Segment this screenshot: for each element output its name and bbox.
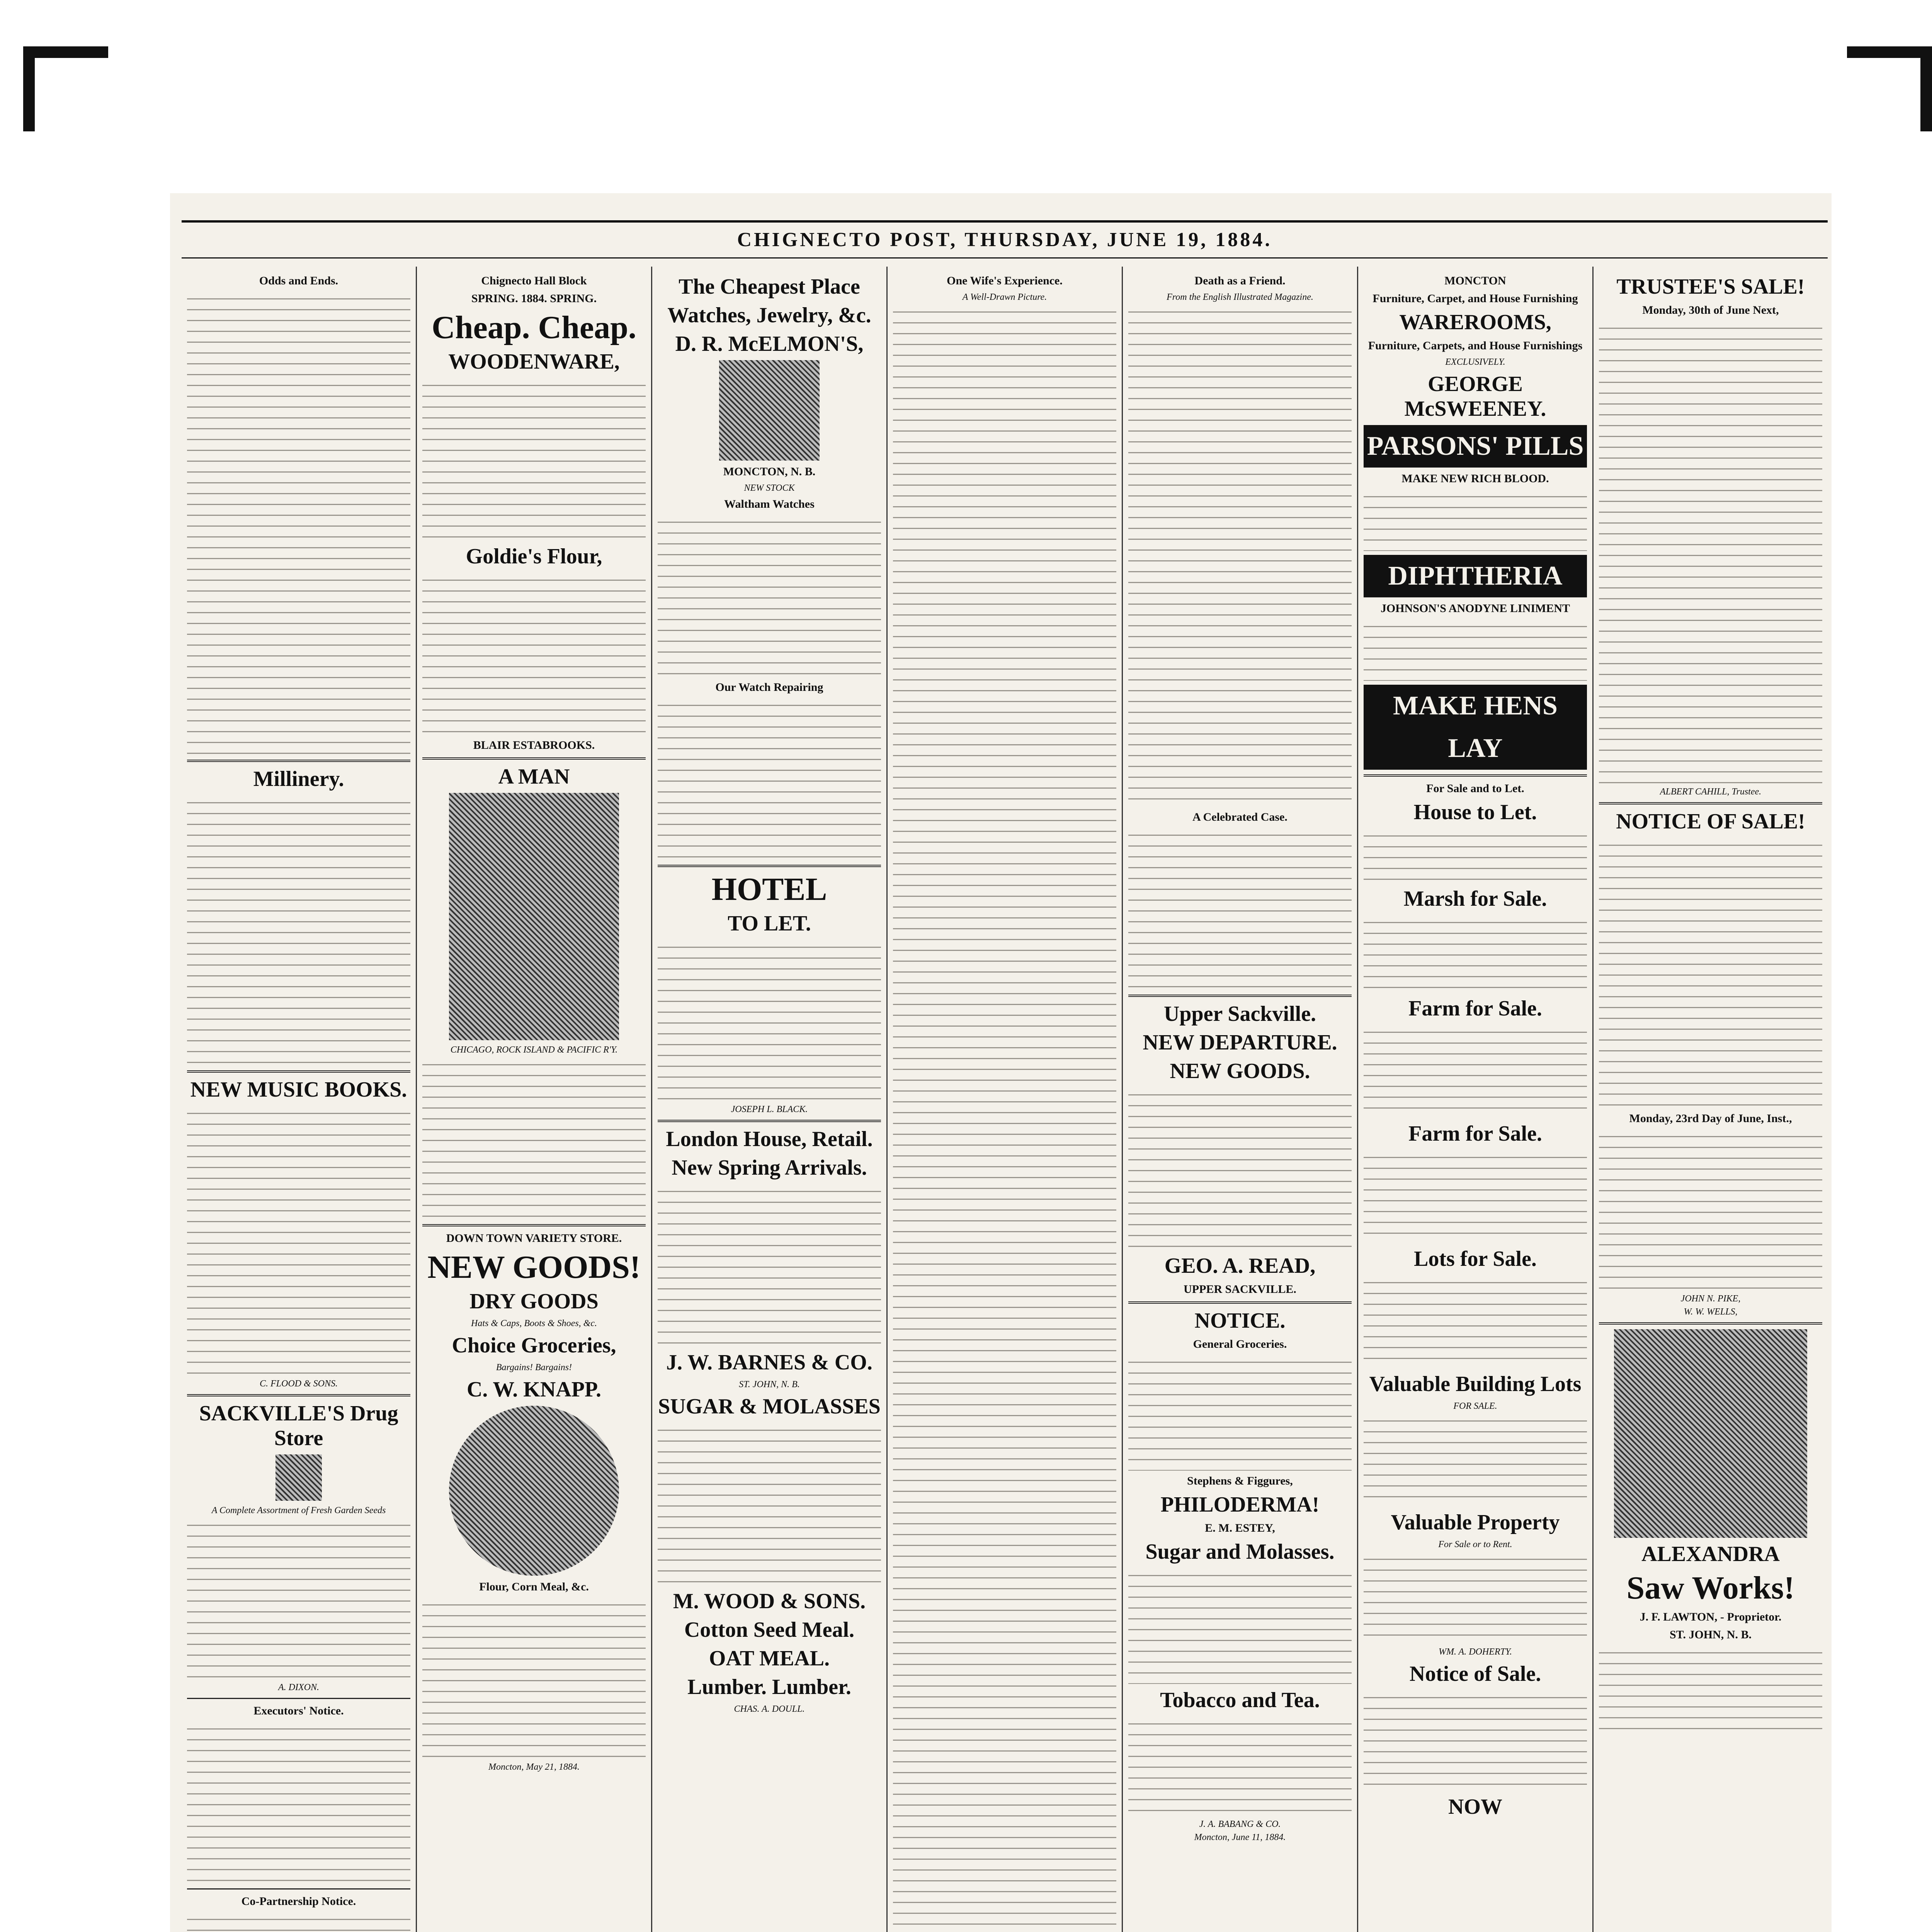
text-line: JOSEPH L. BLACK. bbox=[731, 1104, 808, 1114]
text-line: Stephens & Figgures, bbox=[1187, 1475, 1293, 1487]
text-line: W. W. WELLS, bbox=[1684, 1307, 1738, 1317]
column-5 bbox=[1123, 267, 1358, 1932]
heading: D. R. McELMON'S, bbox=[675, 332, 864, 356]
text-line: Hats & Caps, Boots & Shoes, &c. bbox=[471, 1318, 597, 1328]
text-line: Bargains! Bargains! bbox=[496, 1362, 572, 1372]
column-2 bbox=[417, 267, 652, 1932]
heading: WOODENWARE, bbox=[448, 350, 620, 374]
article-text bbox=[1364, 489, 1587, 551]
heading: Cheap. Cheap. bbox=[432, 310, 636, 345]
corner-mark-top-left bbox=[23, 46, 35, 131]
article-text bbox=[1364, 1025, 1587, 1117]
heading: Valuable Building Lots bbox=[1369, 1372, 1582, 1396]
article-text bbox=[1599, 321, 1822, 784]
text-line: FOR SALE. bbox=[1453, 1401, 1497, 1411]
column-4 bbox=[888, 267, 1123, 1932]
heading: Chignecto Hall Block bbox=[481, 274, 587, 287]
divider bbox=[422, 1224, 646, 1226]
text-line: CHICAGO, ROCK ISLAND & PACIFIC R'Y. bbox=[450, 1045, 618, 1055]
heading: New Spring Arrivals. bbox=[672, 1156, 867, 1180]
heading: Monday, 30th of June Next, bbox=[1642, 304, 1779, 316]
text-line: NEW STOCK bbox=[744, 483, 795, 493]
divider bbox=[1128, 1301, 1352, 1304]
heading: A MAN bbox=[498, 765, 570, 789]
heading: NEW GOODS! bbox=[427, 1249, 641, 1285]
article-text bbox=[1364, 1552, 1587, 1645]
column-1 bbox=[182, 267, 417, 1932]
masthead bbox=[182, 220, 1828, 259]
heading: Upper Sackville. bbox=[1163, 1002, 1316, 1026]
heading: Millinery. bbox=[253, 767, 344, 791]
heading: BLAIR ESTABROOKS. bbox=[473, 739, 595, 752]
heading: DIPHTHERIA bbox=[1364, 555, 1587, 597]
column-7 bbox=[1594, 267, 1828, 1932]
railway-map-illustration bbox=[449, 793, 619, 1040]
heading: Tobacco and Tea. bbox=[1160, 1688, 1320, 1712]
heading: SPRING. 1884. SPRING. bbox=[471, 292, 597, 305]
article-text bbox=[658, 1423, 881, 1585]
heading: TO LET. bbox=[728, 912, 811, 935]
heading: For Sale and to Let. bbox=[1426, 782, 1524, 795]
text-line: JOHN N. PIKE, bbox=[1680, 1294, 1741, 1304]
mortar-pestle-illustration bbox=[276, 1454, 322, 1501]
heading: M. WOOD & SONS. bbox=[673, 1589, 866, 1613]
divider bbox=[1599, 802, 1822, 804]
divider bbox=[422, 757, 646, 760]
text-line: ALBERT CAHILL, Trustee. bbox=[1660, 787, 1762, 797]
column-3 bbox=[652, 267, 888, 1932]
text-line: Furniture, Carpets, and House Furnishings bbox=[1368, 339, 1583, 352]
article-text bbox=[187, 1106, 410, 1376]
heading: GEO. A. READ, bbox=[1164, 1254, 1316, 1278]
heading: NEW MUSIC BOOKS. bbox=[190, 1078, 407, 1102]
article-text bbox=[1128, 1355, 1352, 1471]
article-text bbox=[422, 378, 646, 540]
article-text bbox=[1599, 838, 1822, 1108]
article-text bbox=[187, 795, 410, 1066]
divider bbox=[187, 1394, 410, 1396]
heading: Flour, Corn Meal, &c. bbox=[479, 1580, 589, 1593]
heading: Valuable Property bbox=[1391, 1510, 1560, 1534]
article-text bbox=[1364, 915, 1587, 992]
article-text bbox=[893, 304, 1116, 1932]
heading: Goldie's Flour, bbox=[466, 544, 602, 568]
divider bbox=[187, 760, 410, 762]
text-line: Moncton, June 11, 1884. bbox=[1194, 1832, 1286, 1842]
heading: Cotton Seed Meal. bbox=[684, 1618, 855, 1642]
heading: Co-Partnership Notice. bbox=[241, 1895, 356, 1908]
saw-blade-illustration bbox=[1614, 1329, 1807, 1538]
article-text bbox=[187, 291, 410, 755]
heading: Farm for Sale. bbox=[1408, 1122, 1542, 1146]
heading: NOTICE. bbox=[1194, 1309, 1286, 1333]
heading: Lumber. Lumber. bbox=[687, 1675, 851, 1699]
divider bbox=[1599, 1322, 1822, 1325]
article-text bbox=[1128, 1087, 1352, 1250]
article-text bbox=[1364, 828, 1587, 883]
heading: Notice of Sale. bbox=[1409, 1662, 1541, 1686]
article-text bbox=[658, 1184, 881, 1346]
column-6 bbox=[1358, 267, 1594, 1932]
article-text bbox=[1599, 1129, 1822, 1291]
heading: House to Let. bbox=[1413, 800, 1537, 824]
text-line: CHAS. A. DOULL. bbox=[734, 1704, 805, 1714]
heading: HOTEL bbox=[711, 871, 827, 907]
corner-mark-top-right-h bbox=[1847, 46, 1932, 58]
article-text bbox=[422, 1597, 646, 1760]
heading: MONCTON, N. B. bbox=[723, 465, 816, 478]
text-line: C. FLOOD & SONS. bbox=[259, 1379, 338, 1389]
article-text bbox=[1128, 304, 1352, 807]
article-text bbox=[658, 698, 881, 860]
heading: SACKVILLE'S Drug Store bbox=[199, 1401, 398, 1450]
corner-mark-top-right bbox=[1920, 46, 1932, 131]
text-line: A. DIXON. bbox=[278, 1682, 319, 1692]
article-text bbox=[1128, 828, 1352, 990]
article-text bbox=[422, 573, 646, 735]
divider bbox=[1364, 774, 1587, 777]
heading: MAKE HENS LAY bbox=[1364, 685, 1587, 770]
heading: DOWN TOWN VARIETY STORE. bbox=[446, 1232, 622, 1245]
article-text bbox=[187, 1912, 410, 1932]
heading: Lots for Sale. bbox=[1414, 1247, 1537, 1271]
heading: MAKE NEW RICH BLOOD. bbox=[1401, 472, 1549, 485]
divider bbox=[187, 1698, 410, 1699]
heading: Farm for Sale. bbox=[1408, 997, 1542, 1020]
text-line: Waltham Watches bbox=[724, 498, 815, 510]
heading: TRUSTEE'S SALE! bbox=[1616, 275, 1805, 299]
article-text bbox=[187, 1721, 410, 1884]
quinine-wine-illustration bbox=[449, 1406, 619, 1576]
article-text bbox=[1364, 619, 1587, 681]
heading: J. W. BARNES & CO. bbox=[666, 1350, 872, 1374]
columns bbox=[182, 267, 1828, 1932]
heading: Choice Groceries, bbox=[452, 1333, 616, 1357]
heading: A Celebrated Case. bbox=[1192, 811, 1287, 823]
text-line: J. A. BABANG & CO. bbox=[1199, 1819, 1281, 1829]
heading: One Wife's Experience. bbox=[947, 274, 1063, 287]
heading: Furniture, Carpet, and House Furnishing bbox=[1372, 292, 1578, 305]
heading: DRY GOODS bbox=[469, 1289, 599, 1313]
divider bbox=[658, 1120, 881, 1122]
text-line: ST. JOHN, N. B. bbox=[739, 1379, 800, 1389]
text-line: For Sale or to Rent. bbox=[1438, 1539, 1512, 1549]
heading: NEW DEPARTURE. bbox=[1143, 1031, 1337, 1054]
heading: Sugar and Molasses. bbox=[1145, 1540, 1335, 1564]
divider bbox=[187, 1888, 410, 1889]
heading: General Groceries. bbox=[1193, 1338, 1287, 1350]
article-text bbox=[658, 515, 881, 677]
heading: MONCTON bbox=[1444, 274, 1506, 287]
heading: J. F. LAWTON, - Proprietor. bbox=[1639, 1611, 1782, 1623]
heading: PARSONS' PILLS bbox=[1364, 425, 1587, 468]
heading: PHILODERMA! bbox=[1160, 1493, 1320, 1517]
heading: Monday, 23rd Day of June, Inst., bbox=[1629, 1112, 1792, 1125]
heading: Saw Works! bbox=[1626, 1570, 1795, 1606]
text-line: EXCLUSIVELY. bbox=[1445, 357, 1505, 367]
heading: London House, Retail. bbox=[666, 1127, 873, 1151]
heading: GEORGE McSWEENEY. bbox=[1404, 372, 1546, 421]
text-line: From the English Illustrated Magazine. bbox=[1167, 292, 1313, 302]
heading: Death as a Friend. bbox=[1194, 274, 1286, 287]
text-line: JOHNSON'S ANODYNE LINIMENT bbox=[1380, 602, 1570, 615]
text-line: E. M. ESTEY, bbox=[1205, 1522, 1275, 1534]
article-text bbox=[1128, 1568, 1352, 1684]
text-line: Moncton, May 21, 1884. bbox=[488, 1762, 580, 1772]
divider bbox=[1128, 995, 1352, 997]
heading: A Well-Drawn Picture. bbox=[962, 292, 1047, 302]
heading: Odds and Ends. bbox=[259, 274, 338, 287]
divider bbox=[658, 865, 881, 867]
heading: NEW GOODS. bbox=[1170, 1059, 1310, 1083]
heading: Our Watch Repairing bbox=[715, 681, 823, 694]
heading: NOTICE OF SALE! bbox=[1616, 810, 1805, 833]
article-text bbox=[1599, 1645, 1822, 1738]
article-text bbox=[658, 940, 881, 1102]
article-text bbox=[187, 1518, 410, 1680]
article-text bbox=[1364, 1413, 1587, 1506]
text-line: A Complete Assortment of Fresh Garden Seeds bbox=[211, 1505, 386, 1515]
clock-illustration bbox=[719, 360, 820, 461]
heading: ALEXANDRA bbox=[1641, 1542, 1780, 1566]
divider bbox=[187, 1070, 410, 1073]
article-text bbox=[1128, 1716, 1352, 1817]
masthead-title: CHIGNECTO POST, THURSDAY, JUNE 19, 1884. bbox=[737, 229, 1272, 251]
article-text bbox=[1364, 1275, 1587, 1368]
article-text bbox=[422, 1057, 646, 1219]
heading: The Cheapest Place bbox=[679, 275, 860, 299]
heading: WAREROOMS, bbox=[1399, 310, 1551, 334]
text-line: WM. A. DOHERTY. bbox=[1438, 1647, 1512, 1657]
heading: NOW bbox=[1448, 1795, 1502, 1819]
heading: Executors' Notice. bbox=[253, 1704, 344, 1717]
text-line: UPPER SACKVILLE. bbox=[1184, 1283, 1296, 1296]
article-text bbox=[1364, 1690, 1587, 1791]
article-text bbox=[1364, 1150, 1587, 1243]
heading: Watches, Jewelry, &c. bbox=[667, 303, 871, 327]
heading: SUGAR & MOLASSES bbox=[658, 1395, 881, 1418]
heading: ST. JOHN, N. B. bbox=[1670, 1628, 1752, 1641]
heading: C. W. KNAPP. bbox=[466, 1378, 601, 1401]
heading: Marsh for Sale. bbox=[1403, 887, 1547, 911]
corner-mark-top-left-h bbox=[23, 46, 108, 58]
heading: OAT MEAL. bbox=[709, 1646, 830, 1670]
